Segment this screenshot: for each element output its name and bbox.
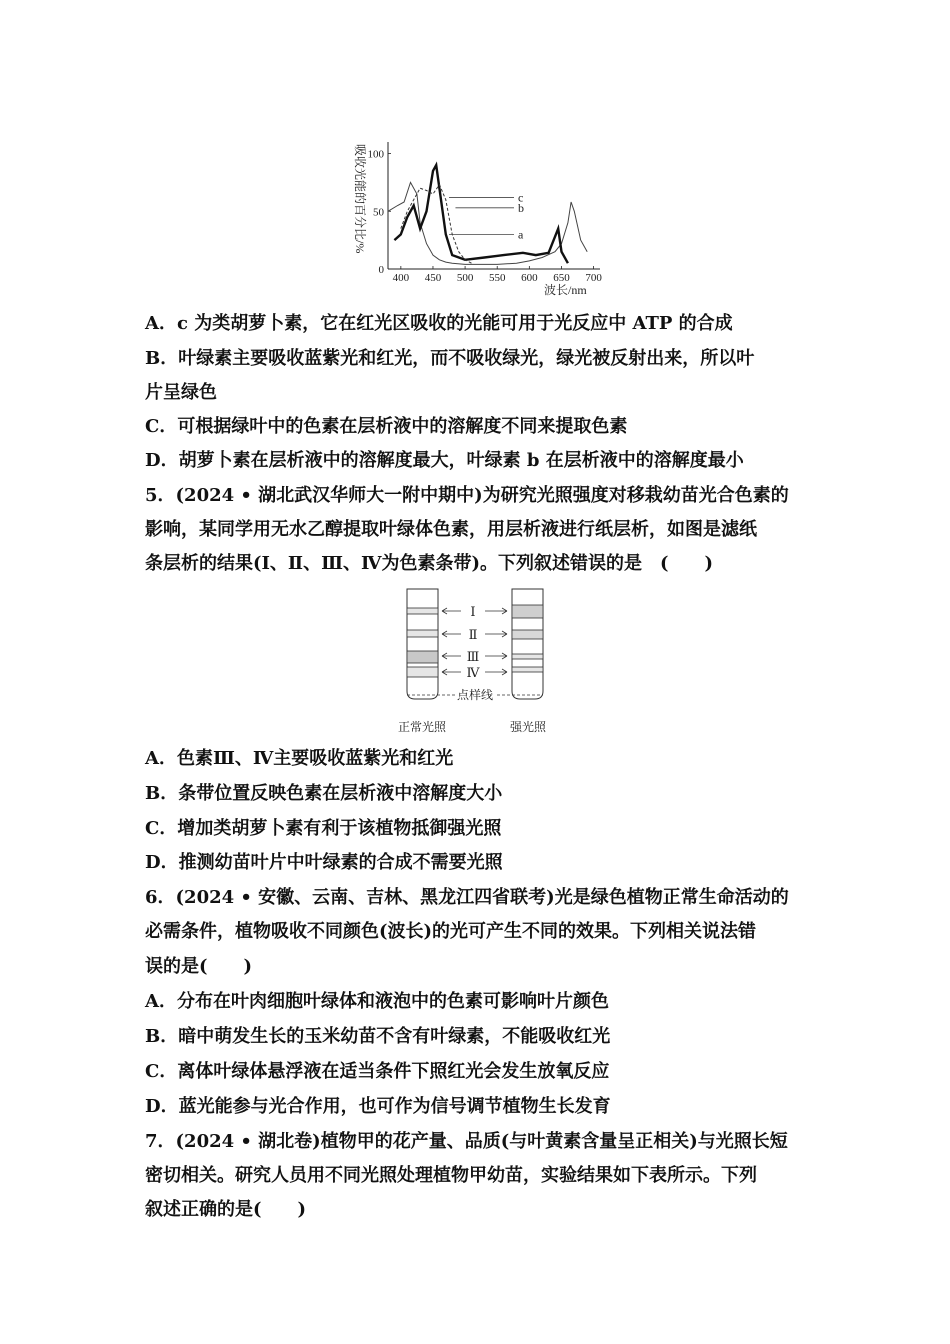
x-tick-label: 400 <box>392 272 410 284</box>
band-label-1: Ⅰ <box>470 604 476 619</box>
q5-option-c: C．增加类胡萝卜素有利于该植物抵御强光照 <box>145 818 502 839</box>
strip-normal-band-1 <box>407 608 438 614</box>
chart-series <box>388 165 587 264</box>
q5-stem-line-2: 影响，某同学用无水乙醇提取叶绿体色素，用层析液进行纸层析，如图是滤纸 <box>145 519 757 540</box>
chart-ticks <box>368 149 603 284</box>
chart-x-axis-label: 波长/nm <box>544 283 587 297</box>
q4-option-b: B．叶绿素主要吸收蓝紫光和红光，而不吸收绿光，绿光被反射出来，所以叶 <box>145 348 755 369</box>
q5-stem-line-3: 条层析的结果(Ⅰ、Ⅱ、Ⅲ、Ⅳ为色素条带)。下列叙述错误的是 ( ) <box>145 553 713 574</box>
q6-option-c: C．离体叶绿体悬浮液在适当条件下照红光会发生放氧反应 <box>145 1061 610 1082</box>
y-tick-label: 50 <box>373 206 384 219</box>
origin-line-label: 点样线 <box>456 688 494 702</box>
q7-stem-line-3: 叙述正确的是( ) <box>145 1199 307 1220</box>
chart-legend <box>449 190 524 241</box>
series-line-b <box>394 165 568 263</box>
x-tick-label: 700 <box>585 272 602 284</box>
band-label-3: Ⅲ <box>466 649 480 664</box>
x-tick-label: 550 <box>488 272 506 284</box>
x-tick-label: 500 <box>456 272 474 284</box>
strip-strong-light <box>512 589 543 699</box>
q4-option-d: D．胡萝卜素在层析液中的溶解度最大，叶绿素 b 在层析液中的溶解度最小 <box>145 450 744 471</box>
q5-option-d: D．推测幼苗叶片中叶绿素的合成不需要光照 <box>145 852 503 873</box>
x-tick-label: 450 <box>424 272 442 284</box>
y-tick-label: 100 <box>367 148 384 161</box>
strip-normal-light <box>407 589 438 699</box>
q6-option-d: D．蓝光能参与光合作用，也可作为信号调节植物生长发育 <box>145 1096 611 1117</box>
q6-option-b: B．暗中萌发生长的玉米幼苗不含有叶绿素，不能吸收红光 <box>145 1026 611 1047</box>
strip-strong-band-4 <box>512 667 543 672</box>
series-line-c <box>401 185 472 264</box>
q6-option-a: A．分布在叶肉细胞叶绿体和液泡中的色素可影响叶片颜色 <box>145 991 609 1012</box>
q5-option-b: B．条带位置反映色素在层析液中溶解度大小 <box>145 783 503 804</box>
strip-normal-band-2 <box>407 630 438 637</box>
x-tick-label: 650 <box>553 272 570 284</box>
chart-axes <box>388 142 600 269</box>
q4-option-c: C．可根据绿叶中的色素在层析液中的溶解度不同来提取色素 <box>145 416 628 437</box>
absorption-spectrum-chart <box>340 128 610 300</box>
q4-option-a: A．c 为类胡萝卜素，它在红光区吸收的光能可用于光反应中 ATP 的合成 <box>145 313 733 334</box>
q7-stem-line-1: 7．(2024 • 湖北卷)植物甲的花产量、品质(与叶黄素含量呈正相关)与光照长短 <box>145 1131 788 1152</box>
legend-label-c: c <box>518 190 524 205</box>
caption-normal-light: 正常光照 <box>397 720 447 734</box>
legend-label-a: a <box>518 227 524 242</box>
y-tick-label: 0 <box>378 264 384 276</box>
chromatography-figure <box>395 585 565 740</box>
strip-normal-band-4 <box>407 667 438 677</box>
q4-option-b-cont: 片呈绿色 <box>145 382 217 403</box>
strip-normal-band-3 <box>407 651 438 663</box>
chart-y-axis-label: 吸收光能的百分比/% <box>353 144 367 254</box>
q7-stem-line-2: 密切相关。研究人员用不同光照处理植物甲幼苗，实验结果如下表所示。下列 <box>145 1165 757 1186</box>
strip-strong-band-1 <box>512 605 543 618</box>
strip-strong-band-3 <box>512 654 543 659</box>
q6-stem-line-3: 误的是( ) <box>145 956 253 977</box>
q6-stem-line-2: 必需条件，植物吸收不同颜色(波长)的光可产生不同的效果。下列相关说法错 <box>145 921 757 942</box>
q5-option-a: A．色素Ⅲ、Ⅳ主要吸收蓝紫光和红光 <box>145 748 454 769</box>
strip-strong-band-2 <box>512 630 543 639</box>
q6-stem-line-1: 6．(2024 • 安徽、云南、吉林、黑龙江四省联考)光是绿色植物正常生命活动的 <box>145 887 789 908</box>
x-tick-label: 600 <box>521 272 538 284</box>
legend-label-b: b <box>518 200 524 215</box>
caption-strong-light: 强光照 <box>509 720 547 734</box>
band-label-4: Ⅳ <box>466 665 480 680</box>
q5-stem-line-1: 5．(2024 • 湖北武汉华师大一附中期中)为研究光照强度对移栽幼苗光合色素的 <box>145 485 789 506</box>
band-label-2: Ⅱ <box>468 627 478 642</box>
